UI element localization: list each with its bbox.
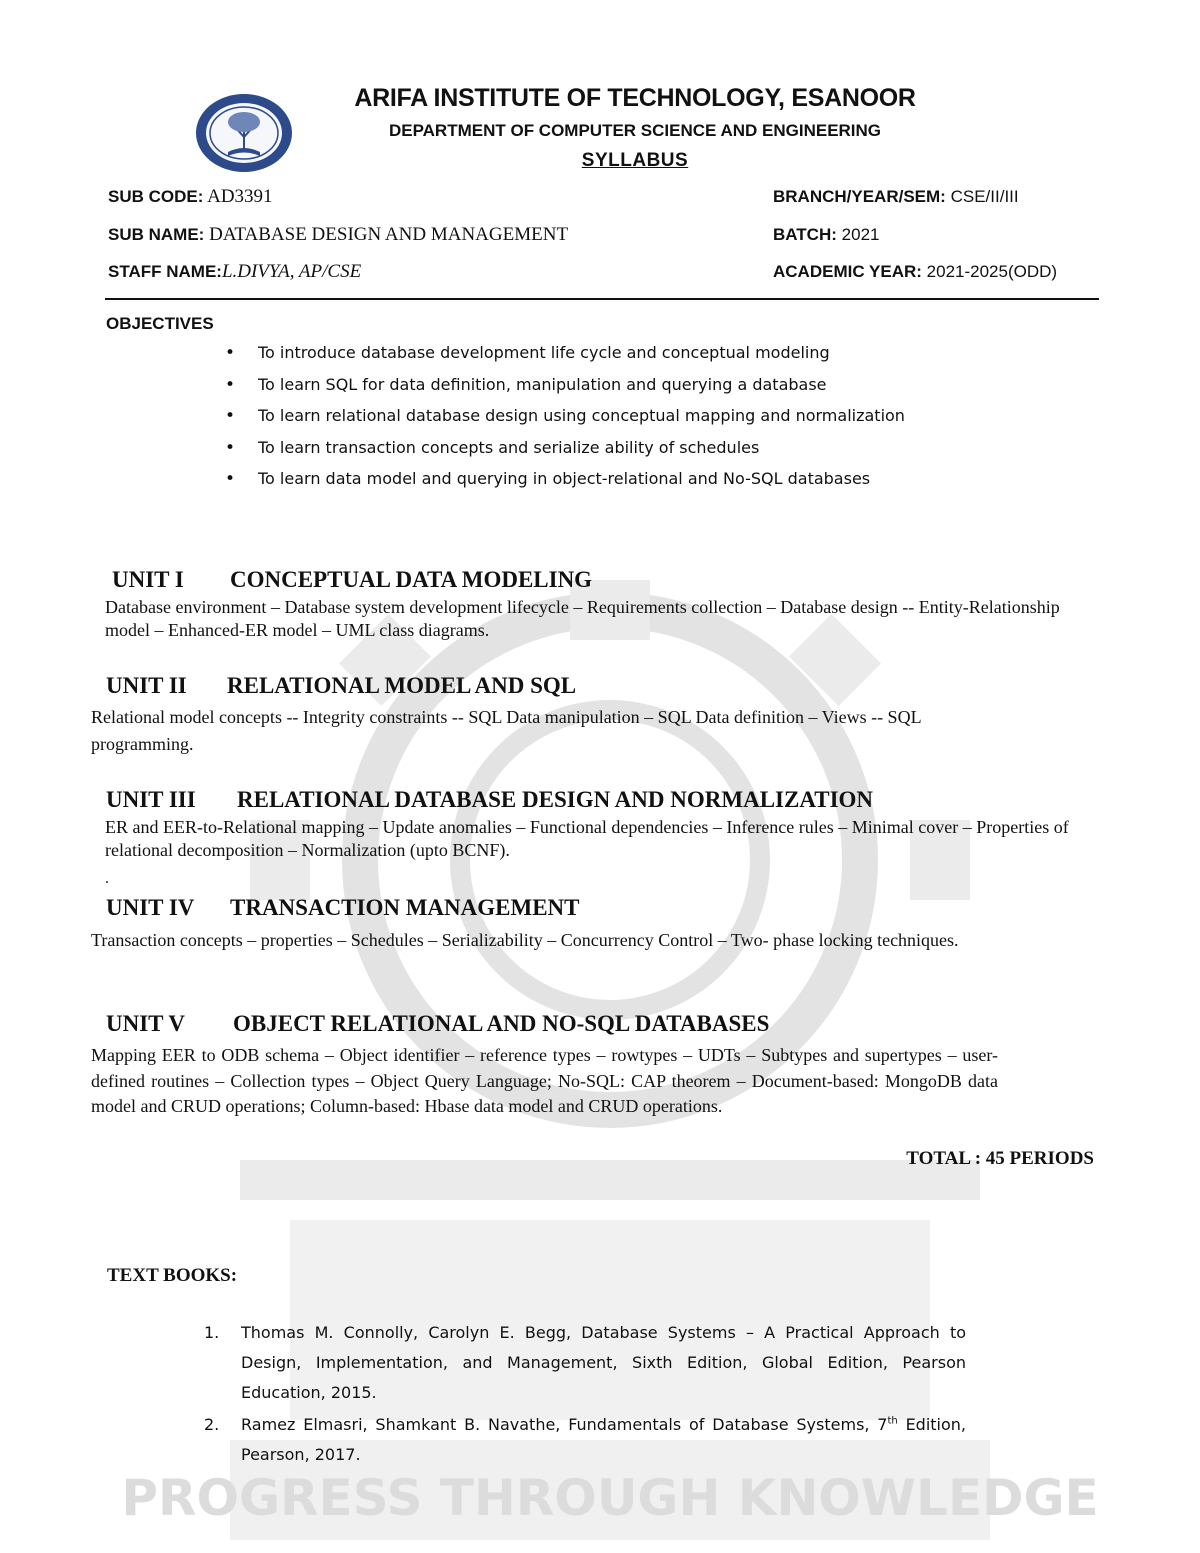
- branch-label: BRANCH/YEAR/SEM:: [773, 187, 946, 206]
- stray-mark: .: [105, 870, 109, 887]
- text-books-heading: TEXT BOOKS:: [107, 1265, 238, 1286]
- unit-4-content: Transaction concepts – properties – Schedules – Serializability – Concurrency Control – Two- phase locking techniques.: [91, 930, 959, 950]
- unit-5-content: Mapping EER to ODB schema – Object identifier – reference types – rowtypes – UDTs – Subtypes and supertypes – user-defined routines – Collection types – Object Query Language; No-SQL: CAP theorem – Document-based: MongoDB data model and CRUD operations; Column-based: Hbase data model and CRUD operations.: [91, 1045, 998, 1116]
- edition-superscript: th: [887, 1415, 898, 1427]
- batch-value: 2021: [841, 225, 880, 244]
- unit-1-title: CONCEPTUAL DATA MODELING: [230, 567, 593, 592]
- header-divider: [105, 298, 1099, 300]
- unit-5-number: UNIT V: [106, 1011, 186, 1036]
- sub-code-label: SUB CODE:: [108, 187, 204, 206]
- unit-4-title: TRANSACTION MANAGEMENT: [230, 895, 580, 920]
- branch-value: CSE/II/III: [950, 187, 1019, 206]
- academic-year-label: ACADEMIC YEAR:: [773, 262, 922, 281]
- unit-3-title: RELATIONAL DATABASE DESIGN AND NORMALIZATION: [237, 787, 874, 812]
- staff-value: L.DIVYA, AP/CSE: [221, 261, 362, 282]
- institute-name: ARIFA INSTITUTE OF TECHNOLOGY, ESANOOR: [354, 84, 916, 112]
- academic-year-value: 2021-2025(ODD): [926, 262, 1058, 281]
- batch: [773, 224, 879, 246]
- objective-item: • To learn transaction concepts and serialize ability of schedules: [225, 438, 905, 470]
- unit-3-number: UNIT III: [106, 787, 196, 812]
- staff-label: STAFF NAME:: [108, 262, 222, 281]
- text-book-citation-end: Edition, Pearson, 2017.: [241, 1415, 967, 1464]
- unit-2-title: RELATIONAL MODEL AND SQL: [227, 673, 577, 698]
- unit-1-content: Database environment – Database system development lifecycle – Requirements collection – Database design -- Entity-Relationship model – Enhanced-ER model – UML class diagrams.: [105, 597, 1060, 640]
- text-book-number: 1.: [204, 1323, 220, 1342]
- total-periods: TOTAL : 45 PERIODS: [906, 1148, 1094, 1169]
- objective-item: • To learn relational database design using conceptual mapping and normalization: [225, 406, 905, 438]
- text-book-number: 2.: [204, 1415, 220, 1434]
- text-book-citation: Ramez Elmasri, Shamkant B. Navathe, Fundamentals of Database Systems, 7: [241, 1415, 888, 1434]
- unit-2-heading: [106, 673, 576, 699]
- document-title: SYLLABUS: [581, 150, 689, 171]
- objective-item: • To introduce database development life cycle and conceptual modeling: [225, 343, 905, 375]
- unit-3-heading: [106, 787, 873, 813]
- unit-5-heading: [106, 1011, 769, 1037]
- objective-item: • To learn SQL for data definition, manipulation and querying a database: [225, 375, 905, 407]
- unit-1-number: UNIT I: [112, 567, 184, 592]
- unit-1-heading: [112, 567, 592, 593]
- unit-4-heading: [106, 895, 580, 921]
- sub-name-label: SUB NAME:: [108, 225, 205, 244]
- branch: [773, 186, 1019, 208]
- department-name: DEPARTMENT OF COMPUTER SCIENCE AND ENGINEERING: [388, 121, 882, 140]
- sub-name: [108, 224, 568, 246]
- staff-name: [108, 261, 361, 283]
- text-book-citation: Thomas M. Connolly, Carolyn E. Begg, Database Systems – A Practical Approach to Design, Implementation, and Management, Sixth Edition, Global Edition, Pearson Education, 2015.: [241, 1323, 966, 1402]
- batch-label: BATCH:: [773, 225, 837, 244]
- objectives-heading: OBJECTIVES: [106, 314, 214, 333]
- text-books-list: [204, 1318, 966, 1472]
- unit-5-title: OBJECT RELATIONAL AND NO-SQL DATABASES: [233, 1011, 770, 1036]
- unit-4-number: UNIT IV: [106, 895, 195, 920]
- sub-code-value: AD3391: [207, 186, 273, 207]
- unit-3-content: ER and EER-to-Relational mapping – Update anomalies – Functional dependencies – Inference rules – Minimal cover – Properties of relational decomposition – Normalization (upto BCNF).: [105, 817, 1069, 860]
- objectives-list: [225, 343, 905, 501]
- academic-year: [773, 261, 1057, 283]
- sub-code: [108, 186, 273, 208]
- text-book-item: [204, 1318, 966, 1408]
- unit-2-number: UNIT II: [106, 673, 187, 698]
- text-book-item: [204, 1410, 966, 1470]
- objective-item: • To learn data model and querying in object-relational and No-SQL databases: [225, 469, 905, 501]
- watermark-motto: PROGRESS THROUGH KNOWLEDGE: [121, 1469, 1099, 1527]
- sub-name-value: DATABASE DESIGN AND MANAGEMENT: [209, 224, 569, 245]
- unit-2-content: Relational model concepts -- Integrity constraints -- SQL Data manipulation – SQL Data definition – Views -- SQL programming.: [91, 707, 921, 754]
